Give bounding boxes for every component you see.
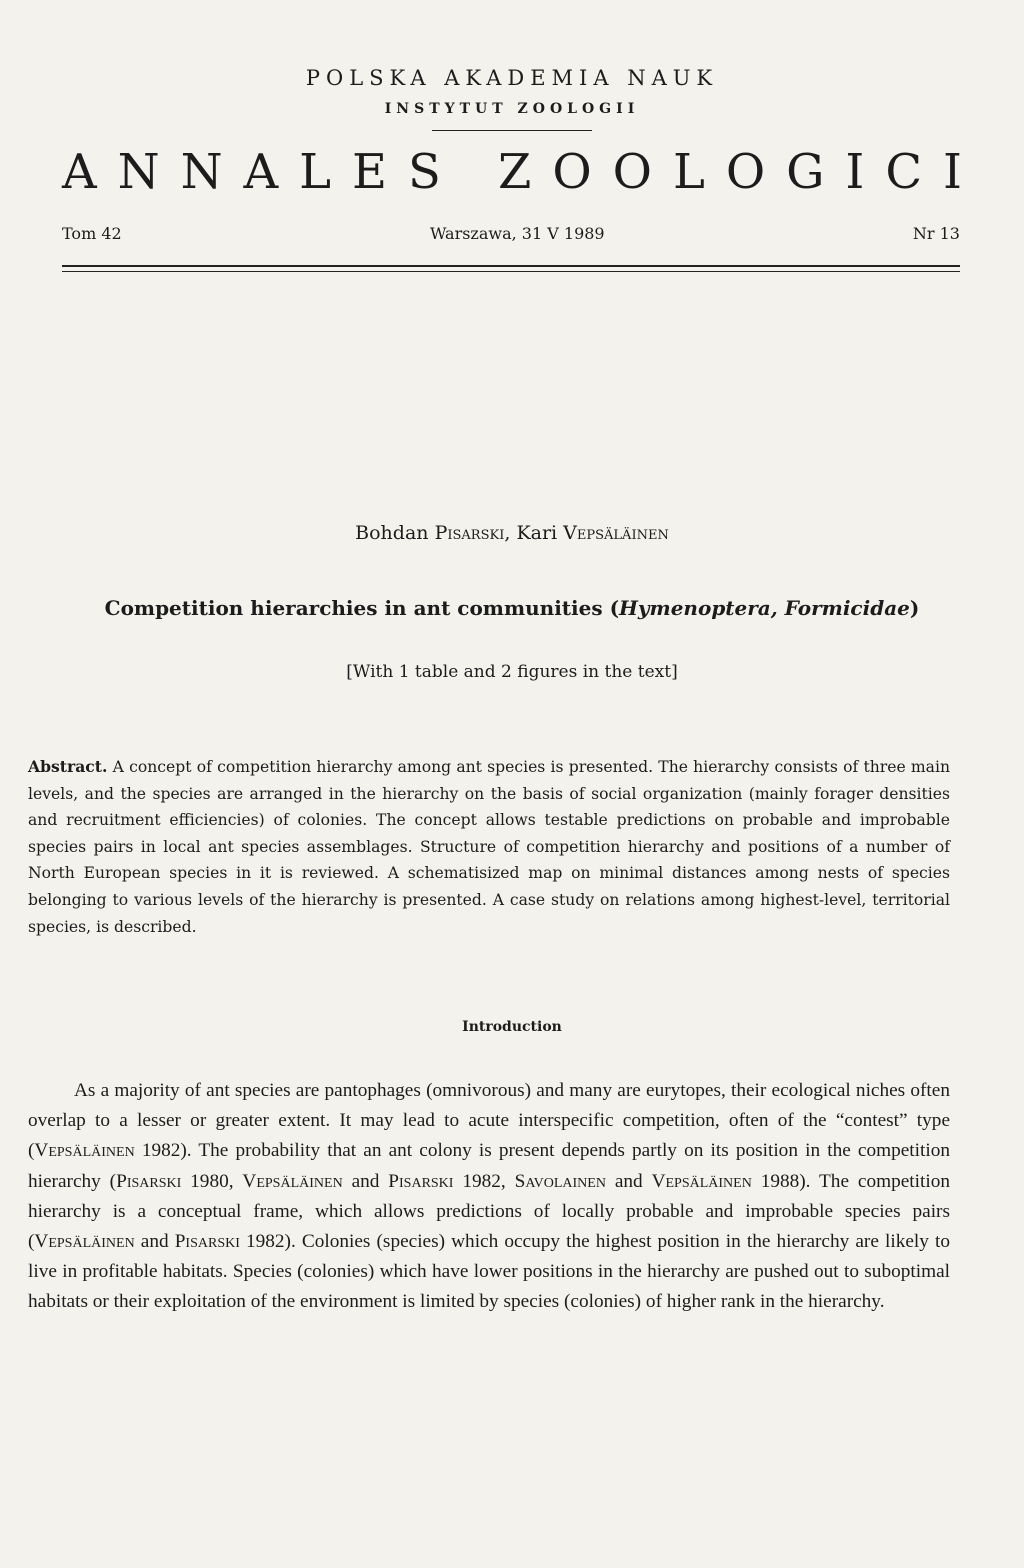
journal-title-letter: G [786, 144, 825, 200]
journal-title-letter: N [180, 144, 223, 200]
intro-text-run: 1988). The competition hierarchy is a conceptual frame, which allows predictions of locally probable and improbable species pairs ( [28, 1170, 950, 1253]
journal-title-letter: I [845, 144, 865, 200]
journal-title-letter: Z [498, 144, 532, 200]
institute-name: INSTYTUT ZOOLOGII [384, 101, 640, 117]
intro-text-run: 1982). The probability that an ant colony is present depends partly on its position in the competition hierarchy ( [28, 1140, 950, 1192]
citation-author: Pisarski [174, 1231, 240, 1253]
intro-text-run: and [134, 1231, 175, 1253]
journal-title-letter: S [407, 144, 441, 200]
author-2-last: Vepsäläinen [563, 522, 669, 544]
title-close: ) [909, 596, 920, 620]
title-taxon: Hymenoptera, Formicidae [619, 596, 910, 620]
citation-author: Vepsäläinen [242, 1170, 343, 1192]
intro-text-run: and [342, 1170, 389, 1192]
author-1-first: Bohdan [355, 522, 429, 544]
journal-title-letter [462, 148, 477, 196]
intro-text-run: 1982). Colonies (species) which occupy the highest position in the hierarchy are likely to live in profitable habitats. Species (colonies) which have lower positions in the hierarchy are pushed out to suboptimal habitats or their exploitation of the environment is limited by species (colonies) of higher rank in the hierarchy. [28, 1231, 950, 1313]
author-1-last: Pisarski [434, 522, 505, 544]
abstract-text: A concept of competition hierarchy among ant species is presented. The hierarchy consists of three main levels, and the species are arranged in the hierarchy on the basis of social organization (mainly forager densities and recruitment efficiencies) of colonies. The concept allows testable predictions on probable and improbable species pairs in local ant species assemblages. Structure of competition hierarchy and positions of a number of North European species in it is reviewed. A schematisized map on minimal distances among nests of species belonging to various levels of the hierarchy is presented. A case study on relations among highest-level, territorial species, is described. [28, 758, 950, 936]
academy-name: POLSKA AKADEMIA NAUK [305, 66, 719, 90]
journal-title-letter: A [62, 144, 97, 200]
journal-title-letter: L [672, 144, 705, 200]
journal-title-letter: L [299, 144, 332, 200]
citation-author: Vepsäläinen [651, 1170, 752, 1192]
issue-number: Nr 13 [912, 224, 960, 243]
header-short-rule [432, 130, 592, 131]
journal-title [62, 144, 962, 200]
title-main: Competition hierarchies in ant communities ( [104, 596, 620, 620]
figures-note: [With 1 table and 2 figures in the text] [346, 662, 678, 682]
citation-author: Pisarski [116, 1170, 182, 1192]
author-2-first: Kari [516, 522, 558, 544]
issue-line [62, 224, 960, 243]
introduction-paragraph [28, 1076, 950, 1318]
journal-title-letter: I [943, 144, 962, 200]
journal-title-letter: O [612, 144, 653, 200]
abstract-label: Abstract. [28, 757, 108, 776]
intro-text-run: 1980, [181, 1170, 243, 1192]
volume-label: Tom 42 [62, 224, 122, 243]
citation-author: Vepsäläinen [34, 1140, 135, 1162]
journal-title-letter: N [117, 144, 160, 200]
abstract [28, 754, 950, 940]
author-separator: , [504, 522, 511, 544]
intro-text-run: As a majority of ant species are pantophages (omnivorous) and many are eurytopes, their ecological niches often overlap to a lesser or greater extent. It may lead to acute interspecific competition, often of the “contest” type ( [28, 1080, 950, 1162]
place-date: Warszawa, 31 V 1989 [429, 224, 605, 243]
introduction-heading: Introduction [462, 1019, 562, 1035]
citation-author: Pisarski [388, 1170, 454, 1192]
article-authors [0, 522, 1024, 544]
journal-title-letter: A [243, 144, 279, 200]
article-title [0, 596, 1024, 620]
journal-title-letter: O [552, 144, 592, 200]
header-double-rule [62, 265, 960, 272]
intro-text-run: 1982, [453, 1170, 515, 1192]
journal-title-letter: O [725, 144, 766, 200]
journal-title-letter: C [885, 144, 923, 200]
citation-author: Vepsäläinen [34, 1231, 135, 1253]
citation-author: Savolainen [514, 1170, 606, 1192]
journal-title-letter: E [351, 144, 388, 200]
introduction-body [28, 1076, 950, 1318]
intro-text-run: and [605, 1170, 652, 1192]
